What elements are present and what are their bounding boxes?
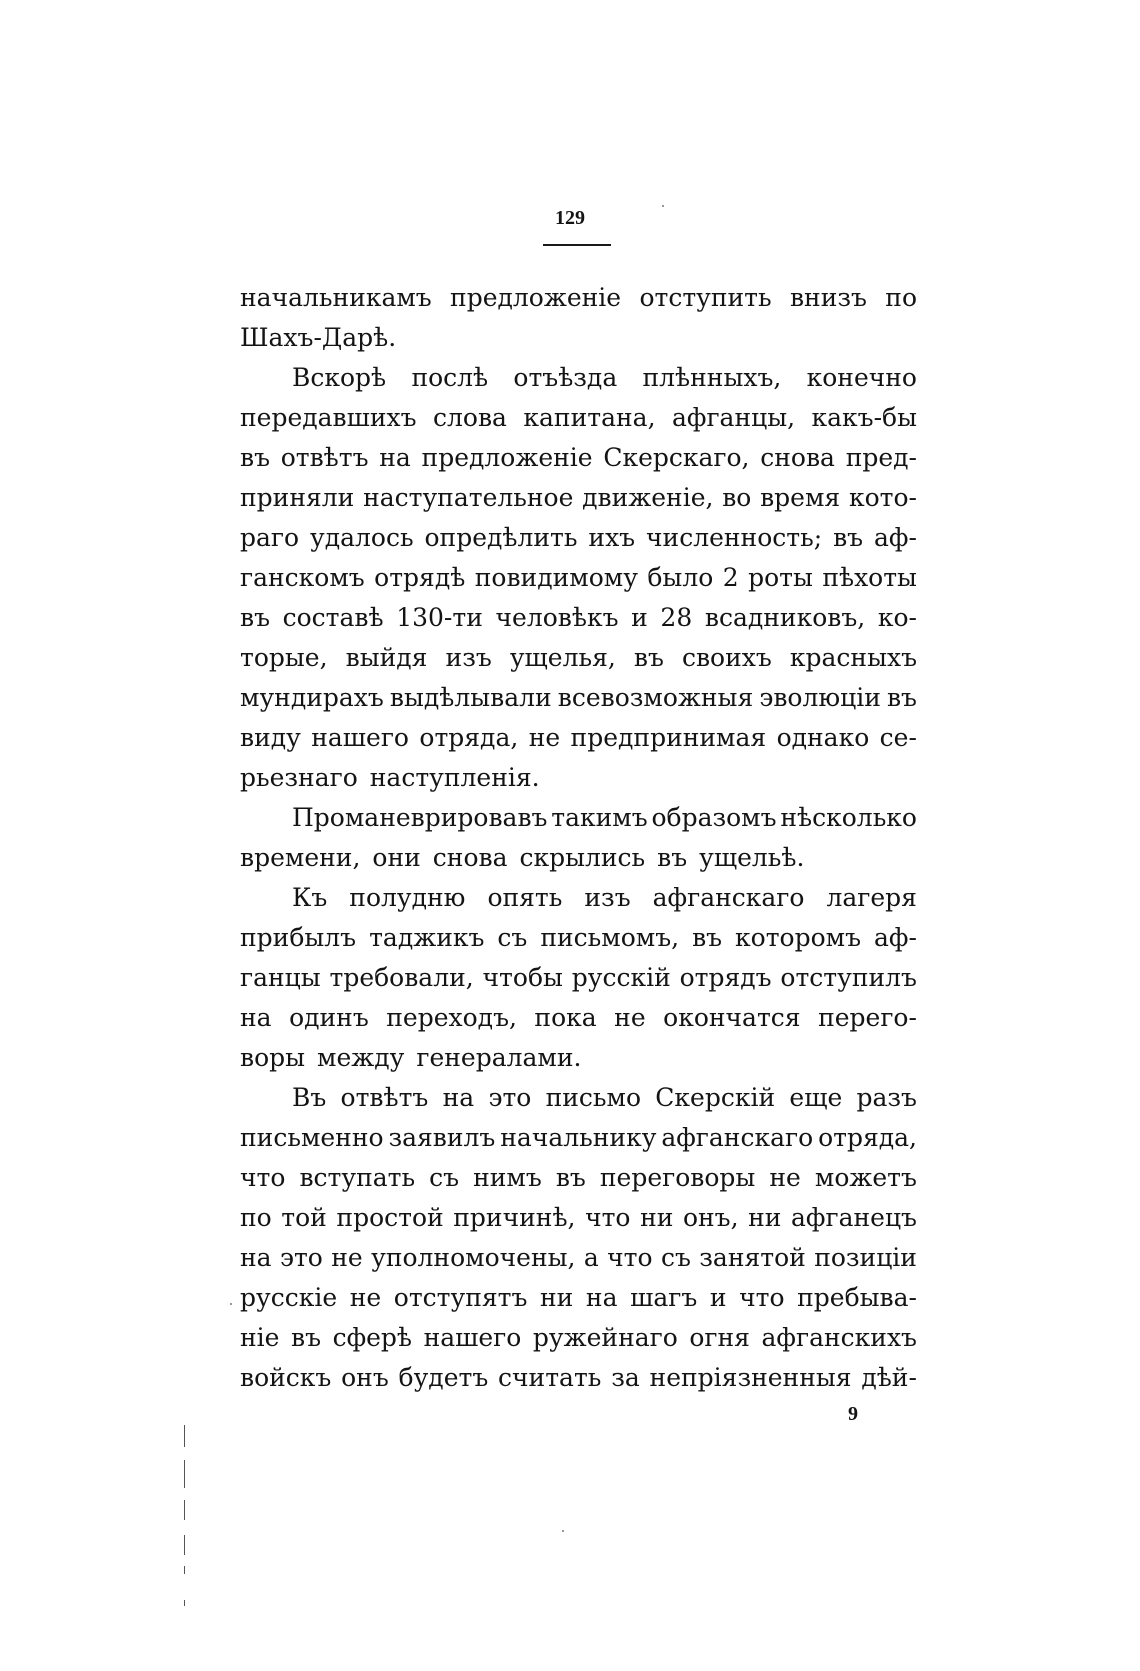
margin-scan-mark xyxy=(184,1500,185,1520)
word: всевозможныя xyxy=(557,683,754,712)
scan-speck xyxy=(662,205,664,207)
word: отступятъ xyxy=(393,1283,528,1312)
word: не xyxy=(528,723,561,752)
word: нашего xyxy=(423,1323,522,1352)
text-line xyxy=(240,1318,917,1358)
word: будетъ xyxy=(398,1363,489,1392)
word: нашего xyxy=(311,723,409,752)
word: прибылъ xyxy=(240,923,357,952)
word: и xyxy=(709,1283,727,1312)
word: не xyxy=(614,1003,646,1032)
word: плѣнныхъ, xyxy=(642,363,782,392)
word: пока xyxy=(534,1003,597,1032)
word: 130-ти xyxy=(396,603,483,632)
word: ко- xyxy=(877,603,917,632)
word: въ xyxy=(291,1323,321,1352)
word: русскiе xyxy=(240,1283,338,1312)
word: лагеря xyxy=(826,883,917,912)
word: не xyxy=(331,1243,363,1272)
word: что xyxy=(585,1203,631,1232)
word: ганскомъ xyxy=(240,563,365,592)
word: на xyxy=(585,1283,618,1312)
word: снова xyxy=(432,843,508,872)
text-line xyxy=(240,878,917,918)
text-line xyxy=(240,998,917,1038)
word: разъ xyxy=(856,1083,917,1112)
signature-mark: 9 xyxy=(848,1403,858,1425)
word: отступить xyxy=(639,283,772,312)
word: 28 xyxy=(660,603,693,632)
word: въ xyxy=(240,603,270,632)
word: что xyxy=(607,1243,653,1272)
word: численность; xyxy=(646,523,823,552)
word: заявилъ xyxy=(388,1123,496,1152)
word: опять xyxy=(487,883,563,912)
word: роты xyxy=(748,563,813,592)
word: ни xyxy=(748,1203,782,1232)
word: онъ, xyxy=(682,1203,739,1232)
word: онъ xyxy=(341,1363,389,1392)
text-line xyxy=(240,1118,917,1158)
text-line xyxy=(240,958,917,998)
word: въ xyxy=(633,643,664,672)
word: выйдя xyxy=(345,643,428,672)
word: афганскихъ xyxy=(761,1323,917,1352)
word: а xyxy=(583,1243,599,1272)
word: въ xyxy=(833,523,864,552)
word: которомъ xyxy=(735,923,862,952)
word: человѣкъ xyxy=(495,603,619,632)
word: нiе xyxy=(240,1323,280,1352)
word: движенiе, xyxy=(582,483,714,512)
word: пред- xyxy=(845,443,917,472)
text-line xyxy=(240,478,917,518)
word: вступать xyxy=(299,1163,416,1192)
word: составѣ xyxy=(282,603,384,632)
word: уполномочены, xyxy=(371,1243,576,1272)
word: по xyxy=(240,1203,272,1232)
word: всадниковъ, xyxy=(704,603,866,632)
word: опредѣлить xyxy=(424,523,578,552)
word: афганскаго xyxy=(652,883,805,912)
word: можетъ xyxy=(814,1163,917,1192)
word: отвѣтъ xyxy=(280,443,369,472)
text-line xyxy=(240,1238,917,1278)
word: огня xyxy=(689,1323,750,1352)
margin-scan-mark xyxy=(184,1425,185,1447)
word: перего- xyxy=(818,1003,917,1032)
word: внизъ xyxy=(789,283,867,312)
word: красныхъ xyxy=(789,643,917,672)
word: однако xyxy=(776,723,870,752)
word: требовали, xyxy=(329,963,474,992)
word: полудню xyxy=(349,883,466,912)
word: по xyxy=(885,283,917,312)
word: ущелья, xyxy=(509,643,616,672)
text-line xyxy=(240,1078,917,1118)
word: сферѣ xyxy=(332,1323,413,1352)
word: таджикъ xyxy=(369,923,485,952)
word: эволюцiи xyxy=(759,683,881,712)
word: съ xyxy=(429,1163,460,1192)
word: аф- xyxy=(874,923,917,952)
text-line xyxy=(240,718,917,758)
text-line xyxy=(240,758,917,798)
word: времени, xyxy=(240,843,361,872)
word: считать xyxy=(498,1363,602,1392)
text-line xyxy=(240,1278,917,1318)
word: переходъ, xyxy=(386,1003,517,1032)
word: письмомъ, xyxy=(540,923,680,952)
word: виду xyxy=(240,723,301,752)
word: какъ-бы xyxy=(811,403,917,432)
word: ни xyxy=(640,1203,674,1232)
word: войскъ xyxy=(240,1363,332,1392)
word: между xyxy=(317,1043,405,1072)
word: изъ xyxy=(584,883,631,912)
word: отрядъ xyxy=(679,963,772,992)
word: съ xyxy=(497,923,528,952)
word: шагъ xyxy=(630,1283,698,1312)
word: отъѣзда xyxy=(513,363,618,392)
word: окончатся xyxy=(663,1003,801,1032)
word: Скерскаго, xyxy=(603,443,750,472)
word: ружейнаго xyxy=(532,1323,678,1352)
text-line xyxy=(240,398,917,438)
word: причинѣ, xyxy=(453,1203,576,1232)
scan-speck xyxy=(562,1530,564,1532)
word: раго xyxy=(240,523,300,552)
word: рьезнаго xyxy=(240,763,358,792)
word: еще xyxy=(789,1083,843,1112)
word: той xyxy=(281,1203,327,1232)
word: торые, xyxy=(240,643,328,672)
word: съ xyxy=(660,1243,691,1272)
word: ганцы xyxy=(240,963,321,992)
word: непрiязненныя xyxy=(649,1363,852,1392)
text-line xyxy=(240,1038,917,1078)
word: въ xyxy=(692,923,723,952)
word: изъ xyxy=(445,643,492,672)
word: что xyxy=(739,1283,785,1312)
word: отрядѣ xyxy=(374,563,466,592)
word: пребыва- xyxy=(797,1283,917,1312)
text-line xyxy=(240,318,917,358)
word: дѣй- xyxy=(861,1363,917,1392)
word: начальникамъ xyxy=(240,283,432,312)
margin-scan-mark xyxy=(184,1600,185,1606)
word: что xyxy=(240,1163,286,1192)
page-number-rule xyxy=(543,244,611,246)
word: Вскорѣ xyxy=(292,363,387,392)
word: генералами. xyxy=(416,1043,582,1072)
word: Шахъ-Дарѣ. xyxy=(240,323,397,352)
word: за xyxy=(611,1363,640,1392)
text-line xyxy=(240,598,917,638)
word: предложенiе xyxy=(450,283,622,312)
margin-scan-mark xyxy=(184,1566,185,1574)
word: не xyxy=(349,1283,382,1312)
word: послѣ xyxy=(411,363,489,392)
word: чтобы xyxy=(482,963,563,992)
text-line xyxy=(240,1158,917,1198)
word: не xyxy=(769,1163,801,1192)
word: передавшихъ xyxy=(240,403,417,432)
word: аф- xyxy=(874,523,917,552)
text-line xyxy=(240,678,917,718)
word: на xyxy=(379,443,411,472)
page-number: 129 xyxy=(555,207,585,229)
word: ихъ xyxy=(588,523,636,552)
word: приняли xyxy=(240,483,355,512)
word: отступилъ xyxy=(780,963,917,992)
word: это xyxy=(488,1083,532,1112)
body-text xyxy=(240,278,917,1398)
word: ущельѣ. xyxy=(699,843,805,872)
word: удалось xyxy=(310,523,414,552)
word: повидимому xyxy=(474,563,638,592)
word: на xyxy=(442,1083,475,1112)
word: во xyxy=(722,483,752,512)
word: въ xyxy=(657,843,688,872)
word: капитана, xyxy=(523,403,656,432)
scan-speck xyxy=(230,1303,232,1305)
word: начальнику xyxy=(500,1123,657,1152)
text-line xyxy=(240,1198,917,1238)
word: позицiи xyxy=(814,1243,917,1272)
word: русскiй xyxy=(571,963,671,992)
word: простой xyxy=(336,1203,444,1232)
word: одинъ xyxy=(289,1003,369,1032)
text-line xyxy=(240,518,917,558)
word: отряда, xyxy=(419,723,519,752)
word: въ xyxy=(240,443,270,472)
word: въ xyxy=(555,1163,586,1192)
word: письмо xyxy=(545,1083,642,1112)
word: выдѣлывали xyxy=(389,683,552,712)
text-line xyxy=(240,558,917,598)
text-line xyxy=(240,1358,917,1398)
word: наступательное xyxy=(363,483,574,512)
word: снова xyxy=(760,443,835,472)
word: нимъ xyxy=(473,1163,542,1192)
word: занятой xyxy=(699,1243,806,1272)
word: воры xyxy=(240,1043,306,1072)
word: пѣхоты xyxy=(822,563,917,592)
word: наступленiя. xyxy=(369,763,540,792)
margin-scan-mark xyxy=(184,1535,185,1555)
word: они xyxy=(372,843,421,872)
text-line xyxy=(240,358,917,398)
word: предложенiе xyxy=(421,443,593,472)
word: отряда, xyxy=(818,1123,917,1152)
word: афганцы, xyxy=(671,403,796,432)
word: кото- xyxy=(848,483,917,512)
text-line xyxy=(240,638,917,678)
word: было xyxy=(647,563,714,592)
word: Къ xyxy=(292,883,328,912)
word: слова xyxy=(433,403,507,432)
word: мундирахъ xyxy=(240,683,384,712)
word: своихъ xyxy=(681,643,772,672)
word: образомъ xyxy=(651,803,777,832)
word: скрылись xyxy=(519,843,646,872)
text-line xyxy=(240,438,917,478)
word: Въ xyxy=(292,1083,327,1112)
word: это xyxy=(279,1243,323,1272)
text-line xyxy=(240,798,917,838)
word: ни xyxy=(539,1283,574,1312)
word: Проманеврировавъ xyxy=(292,803,548,832)
word: и xyxy=(631,603,648,632)
word: отвѣтъ xyxy=(340,1083,429,1112)
margin-scan-mark xyxy=(184,1460,185,1488)
word: афганецъ xyxy=(791,1203,917,1232)
text-line xyxy=(240,838,917,878)
word: афганскаго xyxy=(661,1123,814,1152)
word: се- xyxy=(879,723,917,752)
text-line xyxy=(240,918,917,958)
word: нѣсколько xyxy=(780,803,917,832)
word: на xyxy=(240,1243,272,1272)
word: предпринимая xyxy=(570,723,767,752)
word: конечно xyxy=(806,363,917,392)
word: переговоры xyxy=(599,1163,756,1192)
word: письменно xyxy=(240,1123,384,1152)
word: такимъ xyxy=(551,803,648,832)
text-line xyxy=(240,278,917,318)
word: Скерскiй xyxy=(655,1083,776,1112)
word: на xyxy=(240,1003,272,1032)
word: время xyxy=(760,483,841,512)
word: 2 xyxy=(722,563,739,592)
word: въ xyxy=(886,683,917,712)
